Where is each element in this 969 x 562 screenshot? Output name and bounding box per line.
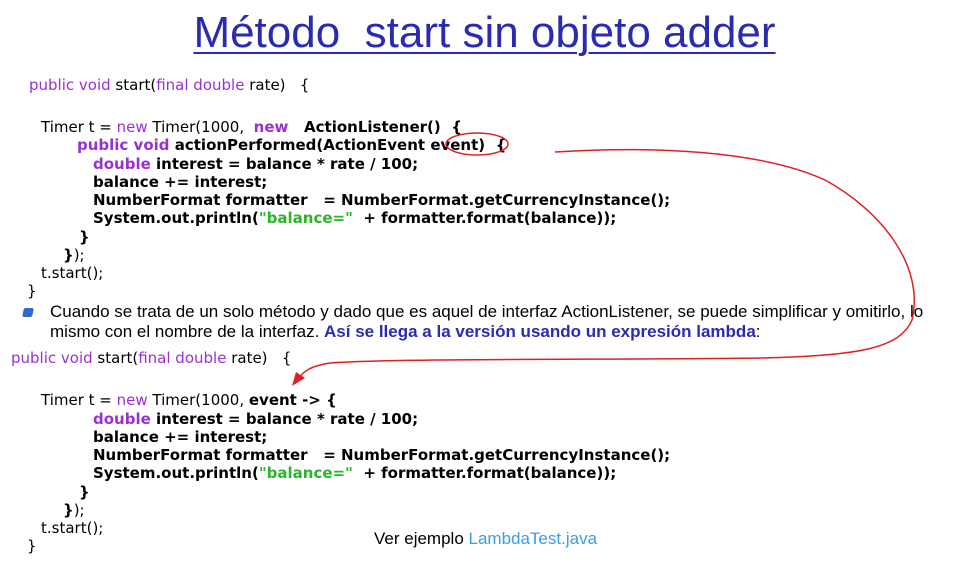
code-text: }: [63, 246, 74, 264]
code-text: );: [73, 246, 85, 264]
code1-line-close-method: }: [79, 228, 90, 246]
bullet-highlight: Así se llega a la versión usando un expresión lambda: [324, 322, 756, 341]
keyword: final double: [156, 76, 245, 94]
bullet-text: Cuando se trata de un solo método y dado que es aquel de interfaz ActionListener, se puede simplificar y omitirlo, lo mismo con el nombre de la interfaz.: [50, 302, 924, 341]
code-text: );: [73, 501, 85, 519]
code2-line-balance: balance += interest;: [93, 428, 268, 446]
code-text: interest = balance * rate / 100;: [150, 410, 419, 428]
keyword: new: [116, 391, 148, 409]
code-text: rate) {: [226, 349, 292, 367]
code-text: System.out.println(: [93, 209, 259, 227]
event-highlight-circle: [446, 133, 508, 155]
string-literal: "balance=": [258, 464, 353, 482]
code-text: Timer(1000,: [147, 391, 249, 409]
keyword: double: [93, 155, 151, 173]
slide-title: Método start sin objeto adder: [193, 8, 776, 57]
keyword: final double: [138, 349, 227, 367]
code-text: + formatter.format(balance));: [352, 464, 617, 482]
code1-line-start: t.start();: [41, 264, 104, 282]
keyword: public void: [29, 76, 111, 94]
example-link[interactable]: LambdaTest.java: [468, 529, 598, 548]
event-parameter: event: [430, 136, 479, 154]
keyword: public void: [11, 349, 93, 367]
keyword: new: [253, 118, 289, 136]
code1-line-close: }: [27, 282, 37, 300]
keyword: double: [93, 410, 151, 428]
code-text: ) {: [478, 136, 507, 154]
code-text: start(: [92, 349, 139, 367]
annotation-arrow-line: [298, 150, 914, 380]
lambda-expression: event -> {: [248, 391, 337, 409]
code-text: Timer(1000,: [147, 118, 254, 136]
code-text: interest = balance * rate / 100;: [150, 155, 419, 173]
code-text: ActionListener() {: [288, 118, 462, 136]
bullet-text-end: :: [755, 322, 761, 341]
code2-line-formatter: NumberFormat formatter = NumberFormat.getCurrencyInstance();: [93, 446, 671, 464]
string-literal: "balance=": [258, 209, 353, 227]
code-text: rate) {: [244, 76, 310, 94]
keyword: public void: [77, 136, 170, 154]
code-text: }: [63, 501, 74, 519]
code-text: System.out.println(: [93, 464, 259, 482]
code2-line-close: }: [27, 537, 37, 555]
footer-text: Ver ejemplo: [374, 529, 469, 548]
code-text: + formatter.format(balance));: [352, 209, 617, 227]
code1-line-formatter: NumberFormat formatter = NumberFormat.getCurrencyInstance();: [93, 191, 671, 209]
code2-line-start: t.start();: [41, 519, 104, 537]
code-text: Timer t =: [41, 118, 117, 136]
code1-line-balance: balance += interest;: [93, 173, 268, 191]
code-text: start(: [110, 76, 157, 94]
code2-line-close-lambda: }: [79, 483, 90, 501]
code-text: actionPerformed(ActionEvent: [169, 136, 431, 154]
keyword: new: [116, 118, 148, 136]
code-text: Timer t =: [41, 391, 117, 409]
